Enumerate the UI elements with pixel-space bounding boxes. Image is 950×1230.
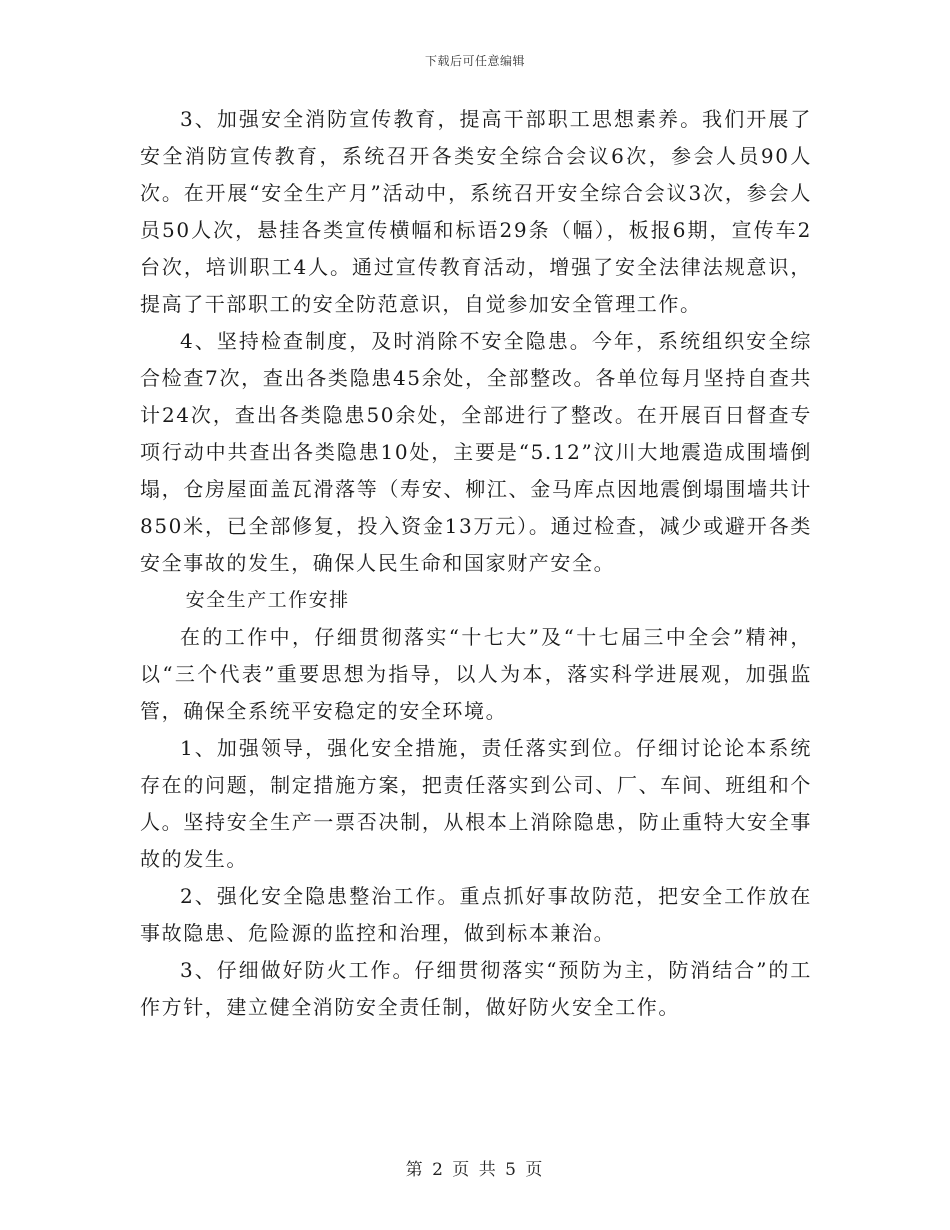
paragraph-inspection-system: 4、坚持检查制度，及时消除不安全隐患。今年，系统组织安全综合检查7次，查出各类隐患45余处，全部整改。各单位每月坚持自查共计24次，查出各类隐患50余处，全部进行了整改。在开展百日督查专项行动中共查出各类隐患10处，主要是“5.12”汶川大地震造成围墙倒塌，仓房屋面盖瓦滑落等（寿安、柳江、金马库点因地震倒塌围墙共计850米，已全部修复，投入资金13万元）。通过检查，减少或避开各类安全事故的发生，确保人民生命和国家财产安全。	[140, 329, 812, 575]
section-heading: 安全生产工作安排	[185, 589, 350, 611]
page-number: 第 2 页 共 5 页	[405, 1160, 545, 1180]
paragraph-work-overview: 在的工作中，仔细贯彻落实“十七大”及“十七届三中全会”精神，以“三个代表”重要思想为指导，以人为本，落实科学进展观，加强监管，确保全系统平安稳定的安全环境。	[140, 625, 812, 723]
paragraph-publicity-education: 3、加强安全消防宣传教育，提高干部职工思想素养。我们开展了安全消防宣传教育，系统召开各类安全综合会议6次，参会人员90人次。在开展“安全生产月”活动中，系统召开安全综合会议3次，参会人员50人次，悬挂各类宣传横幅和标语29条（幅），板报6期，宣传车2台次，培训职工4人。通过宣传教育活动，增强了安全法律法规意识，提高了干部职工的安全防范意识，自觉参加安全管理工作。	[140, 107, 812, 316]
page-footer	[0, 1155, 950, 1180]
paragraph-leadership: 1、加强领导，强化安全措施，责任落实到位。仔细讨论论本系统存在的问题，制定措施方案，把责任落实到公司、厂、车间、班组和个人。坚持安全生产一票否决制，从根本上消除隐患，防止重特大安全事故的发生。	[140, 736, 812, 871]
document-body	[140, 101, 812, 1026]
paragraph-fire-prevention: 3、仔细做好防火工作。仔细贯彻落实“预防为主，防消结合”的工作方针，建立健全消防安全责任制，做好防火安全工作。	[140, 958, 812, 1019]
paragraph-hazard-rectification: 2、强化安全隐患整治工作。重点抓好事故防范，把安全工作放在事故隐患、危险源的监控和治理，做到标本兼治。	[140, 884, 812, 945]
header-note: 下载后可任意编辑	[424, 54, 525, 68]
